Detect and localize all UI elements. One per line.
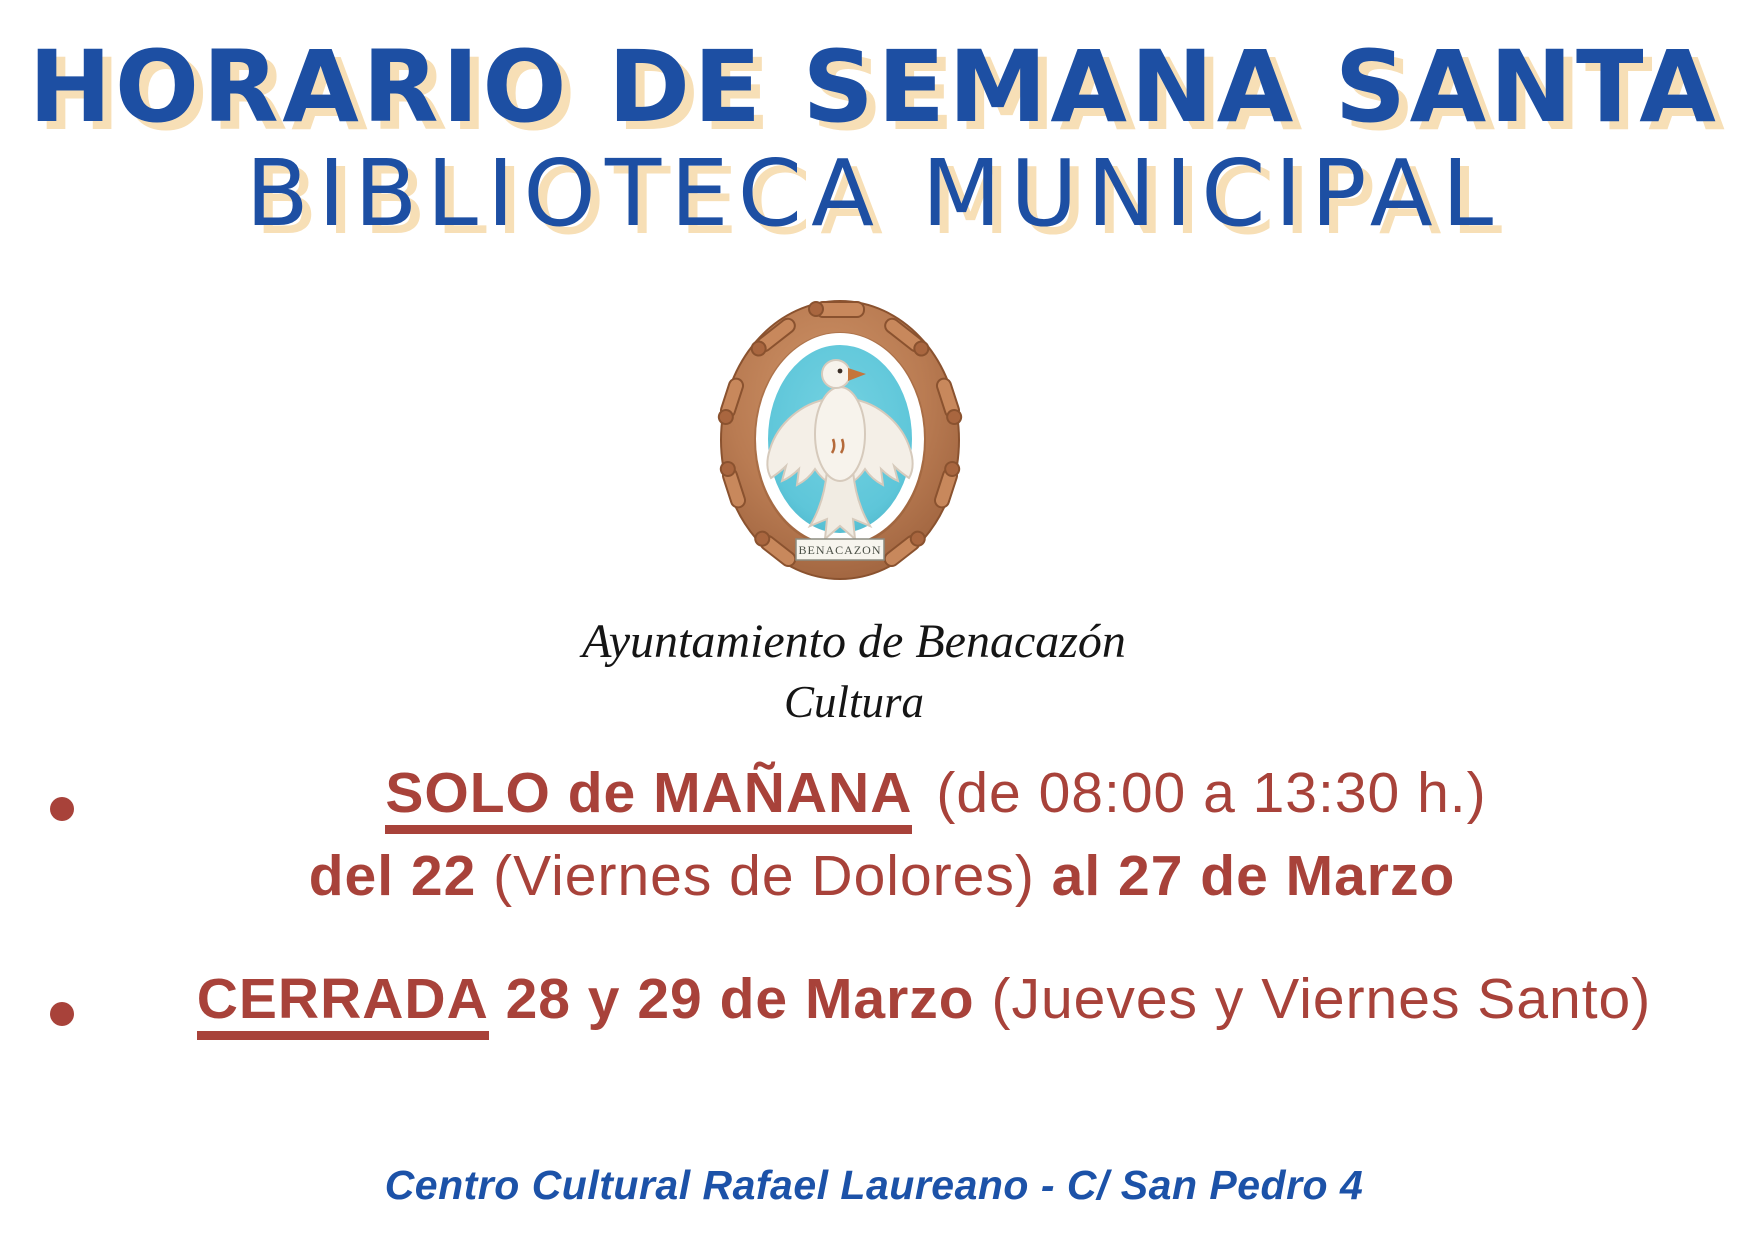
department-name: Cultura — [783, 677, 925, 727]
dove-eye — [838, 369, 843, 374]
poster-title: HORARIO DE SEMANA SANTA — [28, 30, 1720, 145]
emblem-graphic — [714, 293, 966, 587]
poster-subtitle: BIBLIOTECA MUNICIPAL — [245, 140, 1503, 247]
schedule-item-closed — [0, 958, 1748, 1041]
emblem-banner-text: BENACAZON — [798, 543, 882, 557]
morning-hours: (de 08:00 a 13:30 h.) — [936, 761, 1487, 825]
benacazon-emblem-icon — [714, 293, 966, 592]
emblem-banner — [796, 539, 884, 560]
schedule-item-morning-dates — [8, 835, 1748, 918]
schedule-item-morning — [0, 752, 1748, 917]
schedule-item-closed-line — [50, 958, 1748, 1041]
morning-only-label: SOLO de MAÑANA — [385, 762, 912, 834]
closed-label: CERRADA — [197, 968, 489, 1040]
dates-to: al 27 de Marzo — [1034, 843, 1456, 908]
organization-name: Ayuntamiento de Benacazón — [582, 615, 1126, 668]
dates-from: del 22 — [308, 843, 494, 908]
venue-address: Centro Cultural Rafael Laureano - C/ San Pedro 4 — [384, 1162, 1364, 1208]
dates-note: (Viernes de Dolores) — [493, 843, 1035, 908]
schedule-item-morning-hours — [62, 752, 1748, 835]
closed-dates: 28 y 29 de Marzo — [488, 967, 992, 1031]
closed-days: (Jueves y Viernes Santo) — [991, 967, 1652, 1031]
